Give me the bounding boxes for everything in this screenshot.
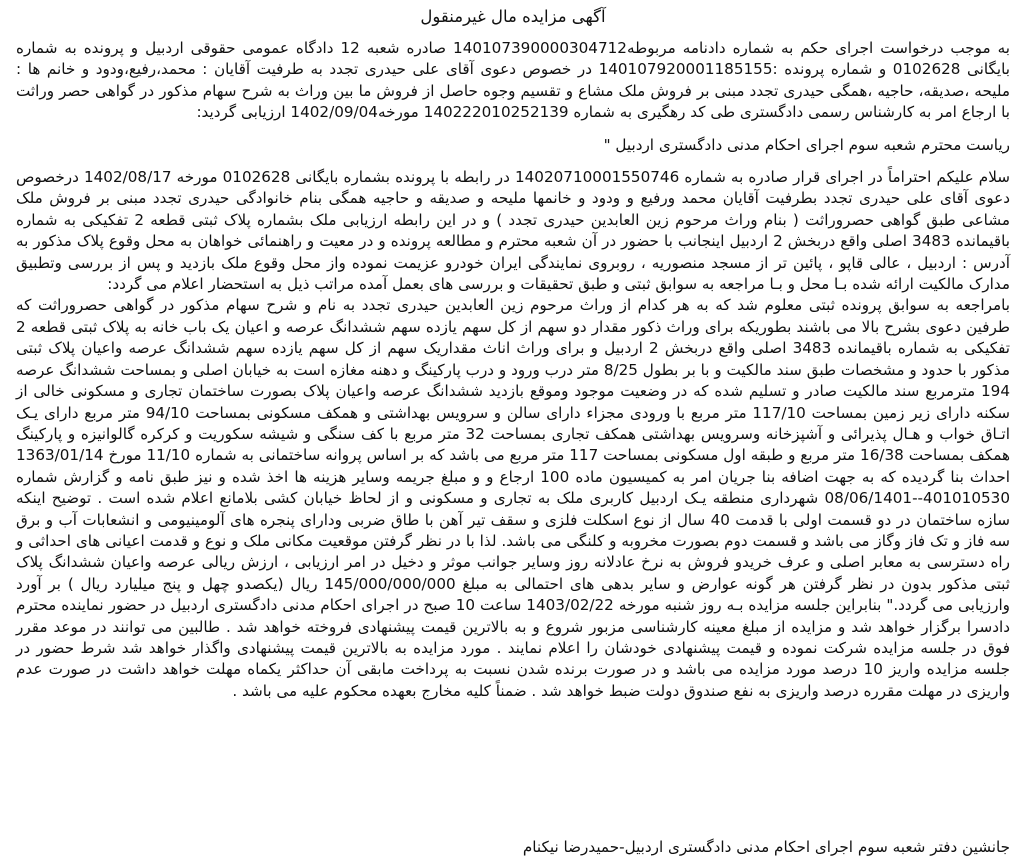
intro-paragraph: به موجب درخواست اجرای حکم به شماره دادنامه مربوطه140107390000304712 صادره شعبه 12 دادگاه عمومی حقوقی اردبیل و پرونده به شماره بایگانی 0102628 و شماره پرونده :140107920001185155 در خصوص دعوی آقای علی حیدری تجدد به طرفیت آقایان : محمد،رفیع،ودود و خانم ها : ملیحه ،صدیقه، حاجیه ،همگی حیدری تجدد مبنی بر فروش ملک مشاع و تقسیم وجوه حاصل از فروش ما بین وراث به شرح سهام مذکور در گواهی حصر وراثت با ارجاع امر به کارشناس رسمی دادگستری طی کد رهگیری به شماره 140222010252139 مورخه1402/09/04 ارزیابی گردید: [16, 39, 1010, 122]
report-paragraph: سلام علیکم احتراماً در اجرای قرار صادره به شماره 14020710001550746 در رابطه با پرونده بشماره بایگانی 0102628 مورخه 1402/08/17 درخصوص دعوی آقای علی حیدری تجدد بطرفیت آقایان محمد ورفیع و ودود و خانمها ملیحه و صدیقه و حاجیه همگی بنام خانوادگی حیدری تجدد مبنی بر فروش ملک مشاعی طبق گواهی حصروراثت ( بنام وراث مرحوم زین العابدین حیدری تجدد ) و در این رابطه ارزیابی ملک بشماره پلاک ثبتی قطعه 2 تفکیکی به شماره باقیمانده 3483 اصلی واقع دربخش 2 اردبیل اینجانب با حضور در آن شعبه محترم و مطالعه پرونده و در معیت و راهنمائی خواهان به محل وقوع پلاک مذکور به آدرس : اردبیل ، عالی قاپو ، پائین تر از مسجد منصوریه ، روبروی نمایندگی ایران خودرو عزیمت نموده واز محل وقوع ملک بازدید و پس از بررسی وتطبیق مدارک مالکیت ارائه شده بـا محل و بـا مراجعه به سوابق ثبتی و طبق تحقیقات و بررسی های بعمل آمده مراتب ذیل به استحضار اعلام می گردد: [16, 168, 1010, 294]
notice-title: آگهی مزایده مال غیرمنقول [420, 7, 606, 26]
paragraph-spacer [16, 156, 1010, 167]
address-line: ریاست محترم شعبه سوم اجرای احکام مدنی دادگستری اردبیل " [603, 135, 1010, 154]
paragraph-spacer [16, 124, 1010, 135]
signature-line: جانشین دفتر شعبه سوم اجرای احکام مدنی دادگستری اردبیل-حمیدرضا نیکنام [522, 838, 1010, 856]
findings-paragraph: بامراجعه به سوابق پرونده ثبتی معلوم شد که به هر کدام از وراث مرحوم زین العابدین حیدری تجدد به نام و شرح سهام مذکور در گواهی حصروراثت که طرفین دعوی بشرح بالا می باشند بطوریکه برای وراث ذکور مقدار دو سهم از کل سهم یازده سهم ششدانگ عرصه و اعیان یک باب خانه به پلاک ثبتی قطعه 2 تفکیکی به شماره باقیمانده 3483 اصلی واقع دربخش 2 اردبیل و برای وراث اناث مقداریک سهم از کل سهم یازده سهم ششدانگ عرصه واعیان پلاک ثبتی مذکور با حدود و مشخصات طبق سند مالکیت و با بر بطول 8/25 متر درب ورود و درب پارکینگ و دهنه مغازه است به خیابان اصلی و بمساحت ششدانگ عرصه 194 مترمربع سند مالکیت صادر و تسلیم شده که در وضعیت موجود وموقع بازدید ششدانگ عرصه واعیان پلاک بصورت ساختمان تجاری و مسکونی خالی از سکنه دارای زیر زمین بمساحت 117/10 متر مربع با ورودی مجزاء دارای سالن و سرویس بهداشتی و همکف مسکونی بمساحت 94/10 متر مربع دارای یـک اتـاق خواب و هـال پذیرائی و آشپزخانه وسرویس بهداشتی همکف تجاری بمساحت 32 متر مربع با کف سنگی و شیشه سکوریت و کرکره گالوانیزه و پارکینگ همکف بمساحت 16/38 متر مربع و طبقه اول مسکونی بمساحت 117 متر مربع می باشد که بر اساس پروانه ساختمانی به شماره 11/10 مورخ 1363/01/14 احداث بنا گردیده که به جهت اضافه بنا جریان امر به کمیسیون ماده 100 ارجاع و و مبلغ جریمه وسایر هزینه ها اخذ شده و نیز طبق نامه و گزارش شماره 401010530--08/06/1401 شهرداری منطقه یـک اردبیل کاربری ملک به تجاری و مسکونی و از لحاظ خیابان کشی بلامانع اعلام شده است . توضیح اینکه سازه ساختمان در دو قسمت اولی با قدمت 40 سال از نوع اسکلت فلزی و سقف تیر آهن با طاق ضربی ودارای پنجره های آلومینیومی و انشعابات آب و برق سه فاز و تک فاز وگاز می باشد و قسمت دوم بصورت مخروبه و کلنگی می باشد. لذا با در نظر گرفتن موقعیت مکانی ملک و نوع و قدمت اعیانی های احداثی و راه دسترسی به معابر اصلی و عرف خریدو فروش به نرخ عادلانه روز وسایر جوانب موثر و دخیل در امر ارزیابی ، ارزش ریالی عرصه واعیان ششدانگ پلاک ثبتی مذکور بدون در نظر گرفتن هر گونه عوارض و سایر بدهی های احتمالی به مبلغ 145/000/000/000 ریال (یکصدو چهل و پنج میلیارد ریال ) بر آورد وارزیابی می گردد." بنابراین جلسه مزایده بـه روز شنبه مورخه 1403/02/22 ساعت 10 صبح در اجرای احکام مدنی دادگستری اردبیل در حضور نماینده محترم دادسرا برگزار خواهد شد و مزایده از مبلغ معینه کارشناسی مزبور شروع و به بالاترین قیمت پیشنهادی فروخته خواهد شد . طالبین می توانند در موعد مقرر فوق در جلسه مزایده شرکت نموده و قیمت پیشنهادی خودشان را اعلام نمایند . مورد مزایده به بالاترین قیمت پیشنهادی واگذار خواهد شد شرط حضور در جلسه مزایده واریز 10 درصد مورد مزایده می باشد و در صورت برنده شدن نسبت به پرداخت مابقی آن حداکثر یکماه مهلت خواهد داشت در صورت عدم واریزی در مهلت مقرره درصد واریزی به نفع صندوق دولت ضبط خواهد شد . ضمناً کلیه مخارج بعهده محکوم علیه می باشد . [16, 296, 1011, 700]
